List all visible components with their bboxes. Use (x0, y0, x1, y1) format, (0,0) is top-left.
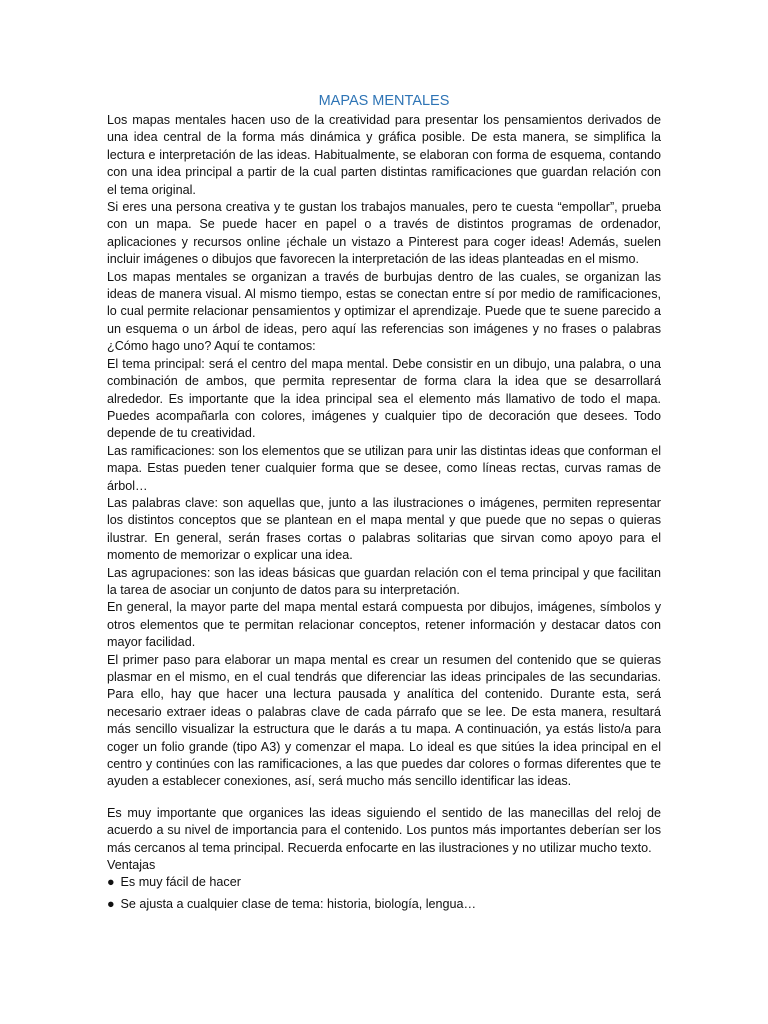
bullet-text: Es muy fácil de hacer (120, 875, 241, 890)
document-title: MAPAS MENTALES (318, 93, 450, 109)
document-page (107, 92, 661, 917)
list-item (107, 874, 661, 891)
paragraph-groupings: Las agrupaciones: son las ideas básicas que guardan relación con el tema principal y que facilitan la tarea de asociar un conjunto de datos para su interpretación. (107, 565, 661, 597)
paragraph-keywords: Las palabras clave: son aquellas que, junto a las ilustraciones o imágenes, permiten representar los distintos conceptos que se plantean en el mapa mental y que puede que no sepas o quieras ilustrar. En general, serán frases cortas o palabras solitarias que sirvan como apoyo para el momento de memorizar o explicar una idea. (107, 495, 661, 563)
paragraph-first-step: El primer paso para elaborar un mapa mental es crear un resumen del contenido que se quieras plasmar en el mismo, en el cual tendrás que diferenciar las ideas principales de las secundarias. Para ello, hay que hacer una lectura pausada y analítica del contenido. Durante esta, será necesario extraer ideas o palabras clave de cada párrafo que se lee. De esta manera, resultará más sencillo visualizar la estructura que le darás a tu mapa. A continuación, ya estás listo/a para coger un folio grande (tipo A3) y comenzar el mapa. Lo ideal es que sitúes la idea principal en el centro y continúes con las ramificaciones, a las que puedes dar colores o formas diferentes que te ayuden a establecer conexiones, así, será mucho más sencillo identificar las ideas. (107, 652, 661, 789)
bullet-icon: ● (107, 896, 115, 911)
paragraph-clockwise: Es muy importante que organices las ideas siguiendo el sentido de las manecillas del reloj de acuerdo a su nivel de importancia para el contenido. Los puntos más importantes deberían ser los más cercanos al tema principal. Recuerda enfocarte en las ilustraciones y no utilizar mucho texto. (107, 805, 661, 855)
paragraph-branches: Las ramificaciones: son los elementos que se utilizan para unir las distintas ideas que conforman el mapa. Estas pueden tener cualquier forma que se desee, como líneas rectas, curvas ramas de árbol… (107, 443, 661, 493)
advantages-heading: Ventajas (107, 858, 156, 873)
paragraph-main-topic: El tema principal: será el centro del mapa mental. Debe consistir en un dibujo, una palabra, o una combinación de ambos, que permita representar de forma clara la idea que se desarrollará alrededor. Es importante que la idea principal sea el elemento más llamativo de todo el mapa. Puedes acompañarla con colores, imágenes y cualquier tipo de decoración que desees. Todo depende de tu creatividad. (107, 356, 661, 441)
advantages-list (107, 874, 661, 913)
bullet-icon: ● (107, 875, 115, 890)
paragraph-general: En general, la mayor parte del mapa mental estará compuesta por dibujos, imágenes, símbolos y otros elementos que te permitan relacionar conceptos, retener información y destacar datos con mayor facilidad. (107, 600, 661, 650)
list-item (107, 896, 661, 913)
bullet-text: Se ajusta a cualquier clase de tema: historia, biología, lengua… (120, 896, 477, 911)
paragraph-creative: Si eres una persona creativa y te gustan los trabajos manuales, pero te cuesta “empollar”, prueba con un mapa. Se puede hacer en papel o a través de distintos programas de ordenador, aplicaciones y recursos online ¡échale un vistazo a Pinterest para coger ideas! Además, suelen incluir imágenes o dibujos que favorecen la interpretación de las ideas planteadas en el mismo. (107, 200, 661, 267)
paragraph-intro: Los mapas mentales hacen uso de la creatividad para presentar los pensamientos derivados de una idea central de la forma más dinámica y gráfica posible. De esta manera, se simplifica la lectura e interpretación de las ideas. Habitualmente, se elaboran con forma de esquema, contando con una idea principal a partir de la cual parten distintas ramificaciones que guardan relación con el tema original. (107, 113, 661, 197)
paragraph-organization: Los mapas mentales se organizan a través de burbujas dentro de las cuales, se organizan las ideas de manera visual. Al mismo tiempo, estas se conectan entre sí por medio de ramificaciones, lo cual permite relacionar pensamientos y optimizar el aprendizaje. Puede que te suene parecido a un esquema o un árbol de ideas, pero aquí las referencias son imágenes y no frases o palabras ¿Cómo hago uno? Aquí te contamos: (107, 269, 661, 354)
